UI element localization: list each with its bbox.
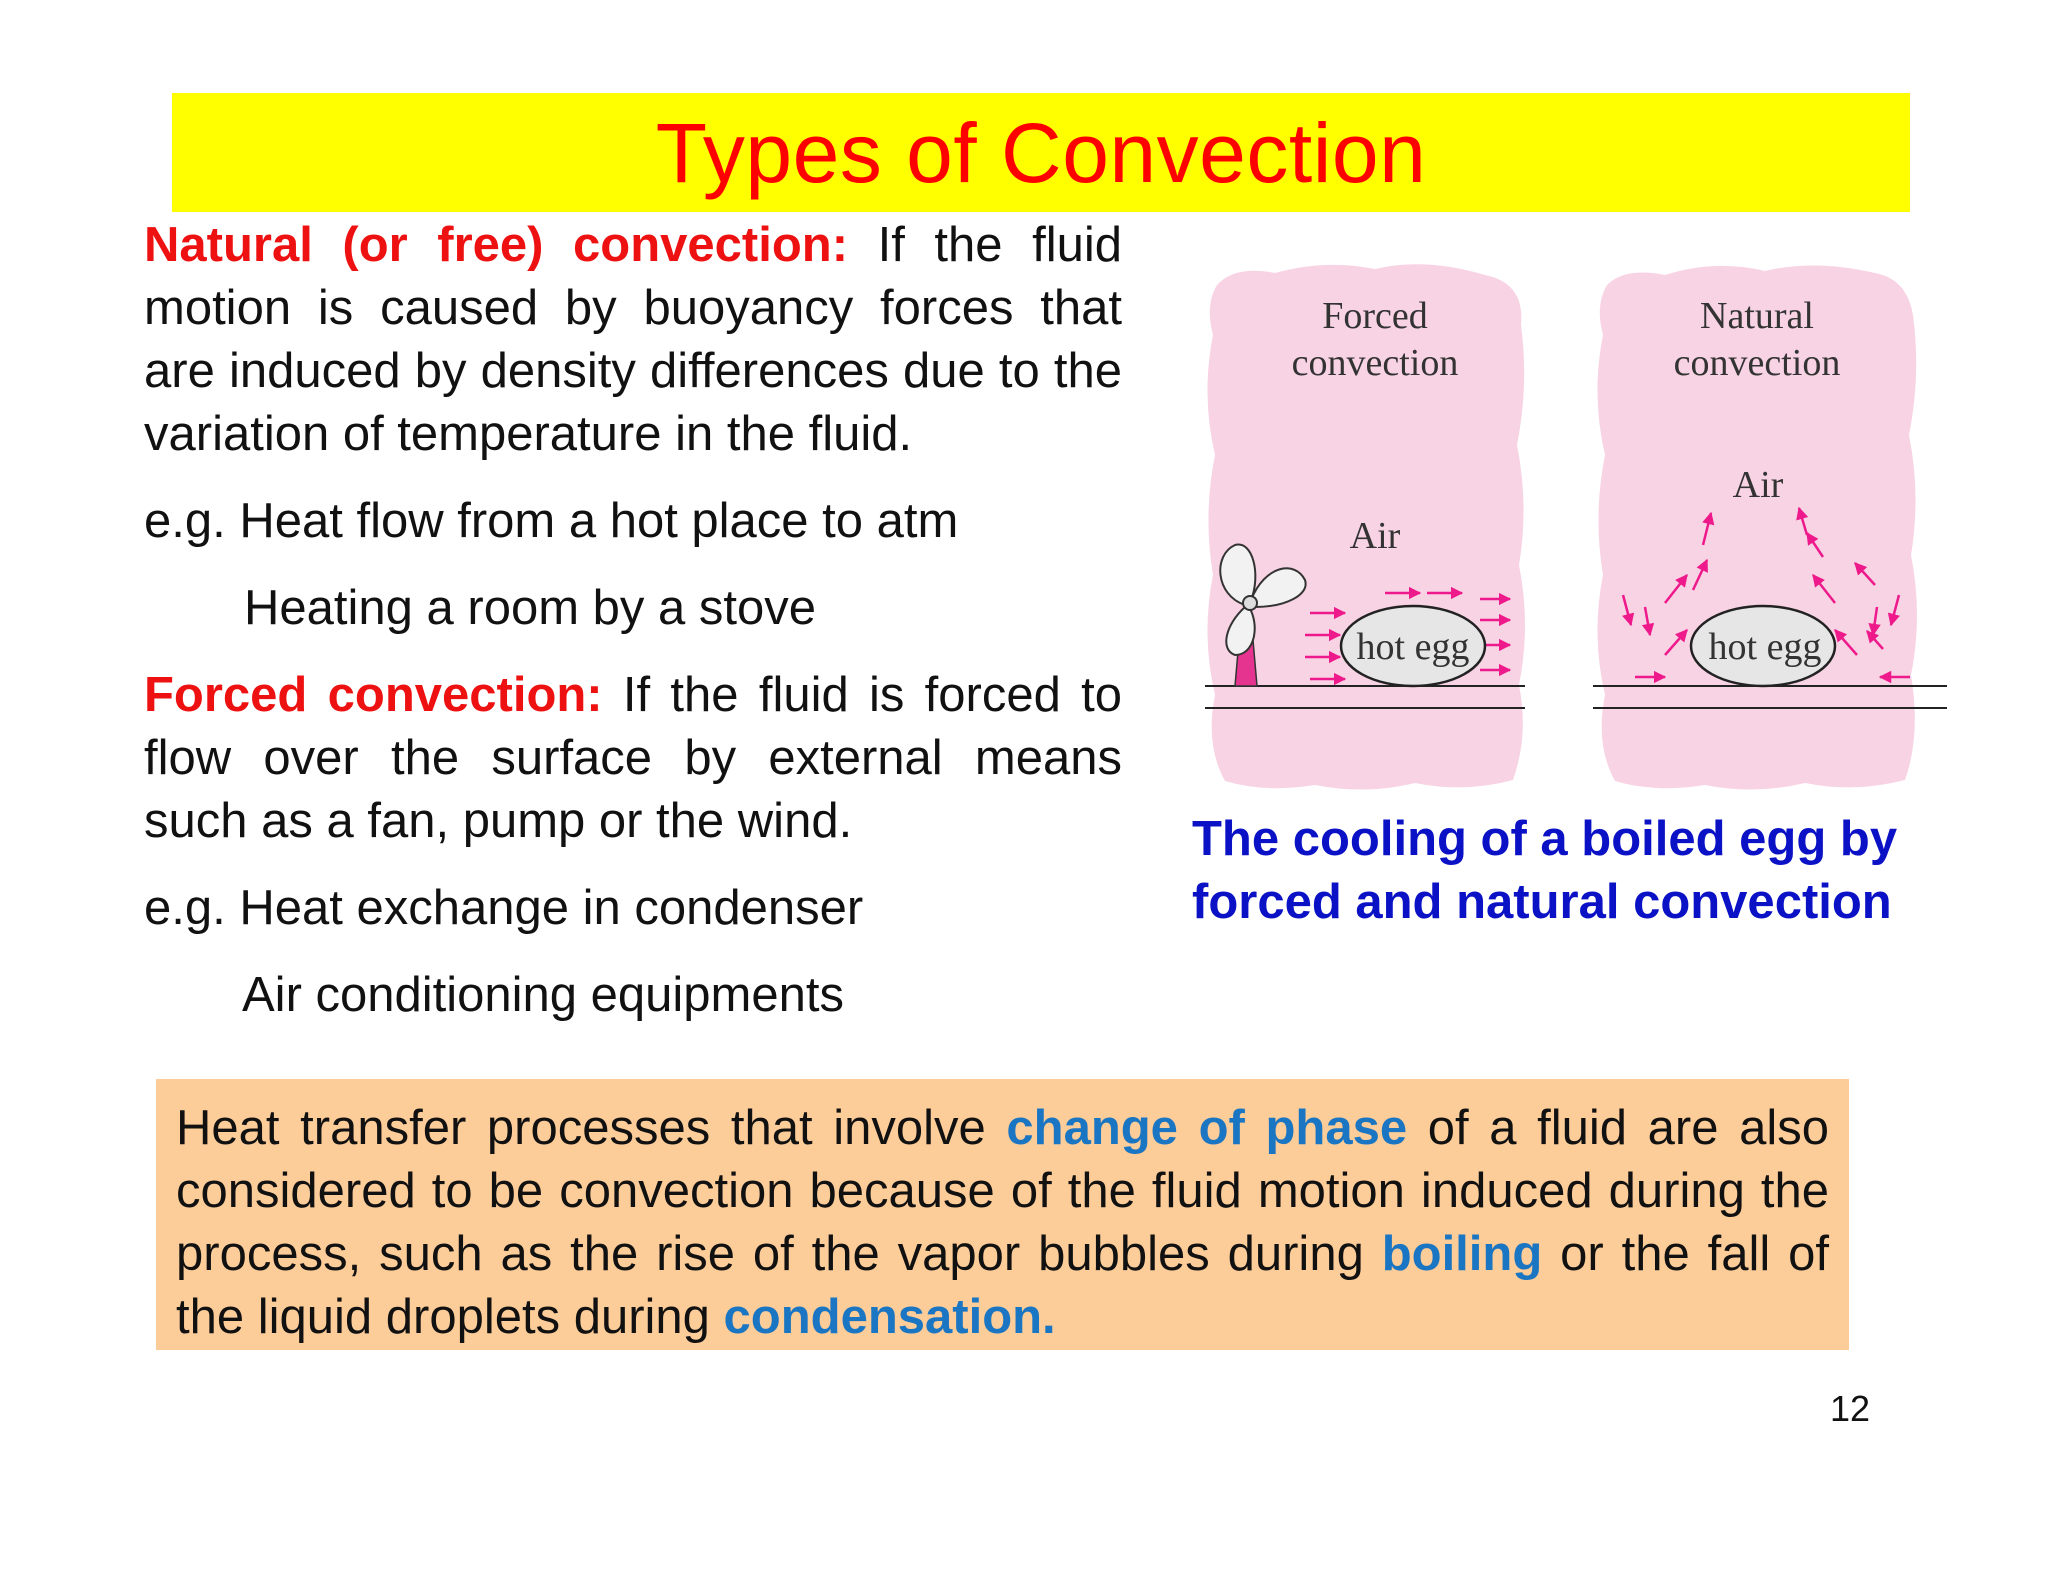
forced-convection-term: Forced convection: (144, 668, 603, 722)
natural-convection-definition (144, 214, 1122, 466)
natural-convection-text: If the fluid motion is caused by buoyancy forces that are induced by density differences due to the variation of temperature in the fluid. (144, 218, 1122, 461)
natural-convection-term: Natural (or free) convection: (144, 218, 849, 272)
definitions-column (144, 214, 1122, 1027)
phase-change-note (156, 1079, 1849, 1350)
natural-example-2: Heating a room by a stove (244, 581, 816, 635)
slide-title: Types of Convection (655, 105, 1427, 200)
convection-illustration (1195, 245, 1955, 795)
forced-example-2: Air conditioning equipments (242, 968, 844, 1022)
forced-panel-title-2: convection (1291, 342, 1459, 384)
forced-convection-definition (144, 664, 1122, 853)
note-highlight-condensation: condensation. (723, 1290, 1056, 1344)
forced-air-label: Air (1349, 515, 1401, 557)
phase-change-note-text (176, 1097, 1829, 1349)
forced-convection-text: If the fluid is forced to flow over the surface by external means such as a fan, pump or the wind. (144, 668, 1122, 848)
note-text-1: Heat transfer processes that involve (176, 1101, 1007, 1155)
note-text-3: or the fall of the liquid droplets during (176, 1227, 1829, 1344)
natural-panel-title-1: Natural (1700, 295, 1814, 337)
note-highlight-change-of-phase: change of phase (1006, 1101, 1408, 1155)
title-banner (172, 93, 1910, 212)
convection-figure (1195, 245, 1955, 795)
natural-panel-title-2: convection (1673, 342, 1841, 384)
note-highlight-boiling: boiling (1381, 1227, 1543, 1281)
natural-air-label: Air (1732, 464, 1784, 506)
forced-egg-label: hot egg (1356, 626, 1470, 668)
forced-panel-title-1: Forced (1322, 295, 1428, 337)
note-text-2: of a fluid are also considered to be convection because of the fluid motion induced during the process, such as the rise of the vapor bubbles during (176, 1101, 1829, 1281)
page-number: 12 (1829, 1388, 1870, 1429)
figure-caption: The cooling of a boiled egg by forced and natural convection (1192, 812, 1898, 929)
natural-egg-label: hot egg (1708, 626, 1822, 668)
natural-example-1: e.g. Heat flow from a hot place to atm (144, 494, 959, 548)
forced-example-1: e.g. Heat exchange in condenser (144, 881, 864, 935)
